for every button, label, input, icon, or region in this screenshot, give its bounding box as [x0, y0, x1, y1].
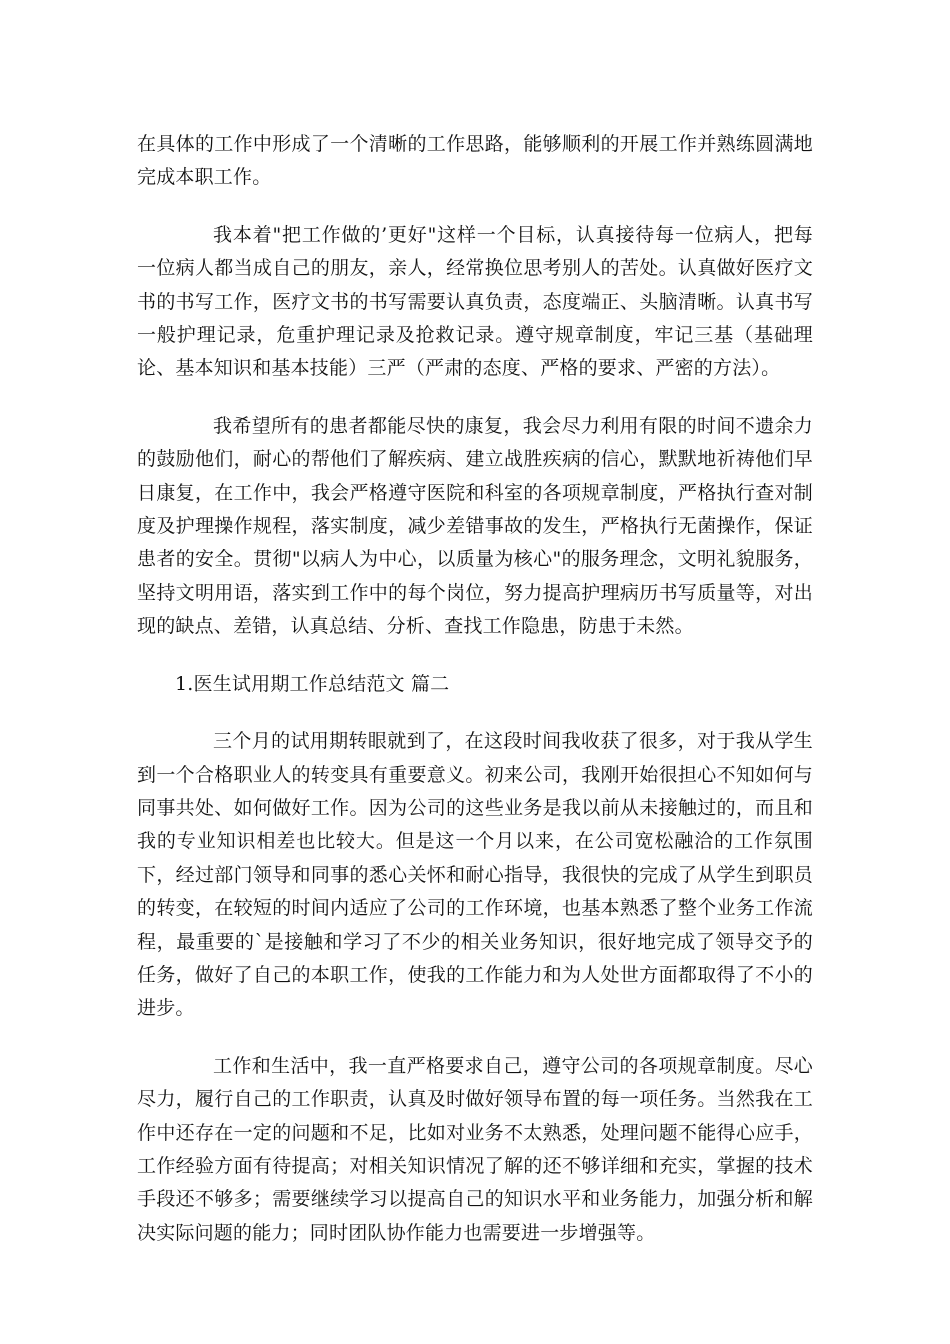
document-page	[137, 128, 813, 1250]
paragraph-probation: 三个月的试用期转眼就到了，在这段时间我收获了很多，对于我从学生到一个合格职业人的转变具有重要意义。初来公司，我刚开始很担心不知如何与同事共处、如何做好工作。因为公司的这些业务是我以前从未接触过的，而且和我的专业知识相差也比较大。但是这一个月以来，在公司宽松融洽的工作氛围下，经过部门领导和同事的悉心关怀和耐心指导，我很快的完成了从学生到职员的转变，在较短的时间内适应了公司的工作环境，也基本熟悉了整个业务工作流程，最重要的`是接触和学习了不少的相关业务知识，很好地完成了领导交予的任务，做好了自己的本职工作，使我的工作能力和为人处世方面都取得了不小的进步。	[137, 730, 813, 1020]
paragraph-attitude: 我本着"把工作做的’更好"这样一个目标，认真接待每一位病人，把每一位病人都当成自己的朋友，亲人，经常换位思考别人的苦处。认真做好医疗文书的书写工作，医疗文书的书写需要认真负责，态度端正、头脑清晰。认真书写一般护理记录，危重护理记录及抢救记录。遵守规章制度，牢记三基（基础理论、基本知识和基本技能）三严（严肃的态度、严格的要求、严密的方法）。	[137, 223, 813, 380]
paragraph-continuation: 在具体的工作中形成了一个清晰的工作思路，能够顺利的开展工作并熟练圆满地完成本职工作。	[137, 133, 813, 189]
section-heading: 1.医生试用期工作总结范文 篇二	[175, 672, 450, 695]
paragraph-self-assessment: 工作和生活中，我一直严格要求自己，遵守公司的各项规章制度。尽心尽力，履行自己的工作职责，认真及时做好领导布置的每一项任务。当然我在工作中还存在一定的问题和不足，比如对业务不太熟悉，处理问题不能得心应手，工作经验方面有待提高；对相关知识情况了解的还不够详细和充实，掌握的技术手段还不够多；需要继续学习以提高自己的知识水平和业务能力，加强分析和解决实际问题的能力；同时团队协作能力也需要进一步增强等。	[137, 1054, 813, 1244]
paragraph-patients: 我希望所有的患者都能尽快的康复，我会尽力利用有限的时间不遗余力的鼓励他们，耐心的帮他们了解疾病、建立战胜疾病的信心，默默地祈祷他们早日康复，在工作中，我会严格遵守医院和科室的各项规章制度，严格执行查对制度及护理操作规程，落实制度，减少差错事故的发生，严格执行无菌操作，保证患者的安全。贯彻"以病人为中心，以质量为核心"的服务理念，文明礼貌服务，坚持文明用语，落实到工作中的每个岗位，努力提高护理病历书写质量等，对出现的缺点、差错，认真总结、分析、查找工作隐患，防患于未然。	[137, 414, 813, 638]
